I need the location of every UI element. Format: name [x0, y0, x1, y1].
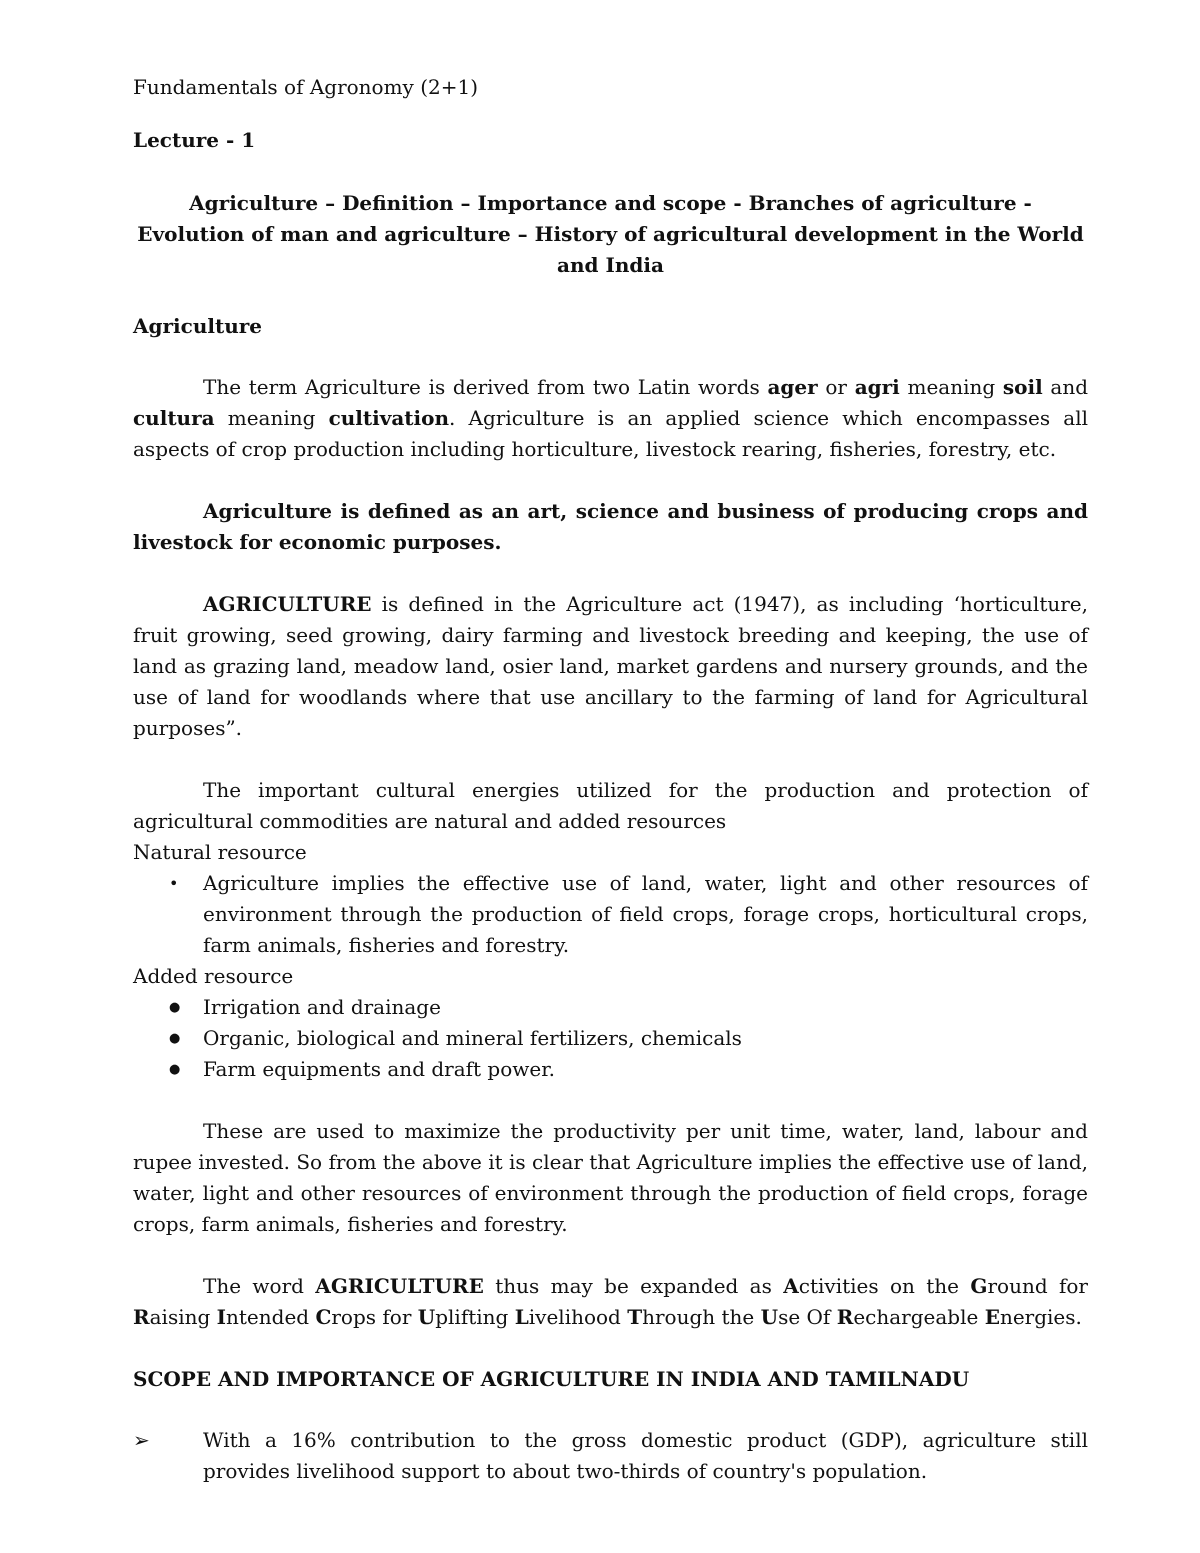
definition-statement: Agriculture is defined as an art, science and business of producing crops and livestock for economic purposes. [133, 499, 1088, 554]
list-item: ➢ With a 16% contribution to the gross domestic product (GDP), agriculture still provides livelihood support to about two-thirds of country's population. [133, 1425, 1088, 1487]
scope-list [133, 1425, 1088, 1487]
list-item: • Agriculture implies the effective use of land, water, light and other resources of environment through the production of field crops, forage crops, horticultural crops, farm animals, fisheries and forestry. [133, 868, 1088, 961]
list-item: ● Irrigation and drainage [133, 992, 1088, 1023]
section-heading-agriculture: Agriculture [133, 314, 262, 338]
list-item: ● Farm equipments and draft power. [133, 1054, 1088, 1085]
paragraph-acronym: The word AGRICULTURE thus may be expanded as Activities on the Ground for Raising Intended Crops for Uplifting Livelihood Through the Use Of Rechargeable Energies. [133, 1274, 1088, 1329]
list-item: ● Organic, biological and mineral fertilizers, chemicals [133, 1023, 1088, 1054]
natural-resource-label: Natural resource [133, 840, 307, 864]
course-title: Fundamentals of Agronomy (2+1) [133, 75, 479, 99]
lecture-title: Agriculture – Definition – Importance and scope - Branches of agriculture - Evolution of man and agriculture – History of agricultural development in the World and India [137, 191, 1084, 277]
lecture-number: Lecture - 1 [133, 128, 256, 152]
paragraph-cultural-energies: The important cultural energies utilized for the production and protection of agricultural commodities are natural and added resources [133, 778, 1088, 833]
paragraph-agriculture-act: AGRICULTURE is defined in the Agriculture act (1947), as including ‘horticulture, fruit growing, seed growing, dairy farming and livestock breeding and keeping, the use of land as grazing land, meadow land, osier land, market gardens and nursery grounds, and the use of land for woodlands where that use ancillary to the farming of land for Agricultural purposes”. [133, 592, 1088, 740]
natural-resource-list [133, 868, 1088, 961]
added-resource-label: Added resource [133, 964, 294, 988]
document-body [133, 72, 1088, 1487]
paragraph-etymology: The term Agriculture is derived from two Latin words ager or agri meaning soil and cultura meaning cultivation. Agriculture is an applied science which encompasses all aspects of crop production including horticulture, livestock rearing, fisheries, forestry, etc. [133, 375, 1088, 461]
section-heading-scope: SCOPE AND IMPORTANCE OF AGRICULTURE IN INDIA AND TAMILNADU [133, 1367, 970, 1391]
paragraph-productivity: These are used to maximize the productivity per unit time, water, land, labour and rupee invested. So from the above it is clear that Agriculture implies the effective use of land, water, light and other resources of environment through the production of field crops, forage crops, farm animals, fisheries and forestry. [133, 1119, 1088, 1236]
added-resource-list [133, 992, 1088, 1085]
